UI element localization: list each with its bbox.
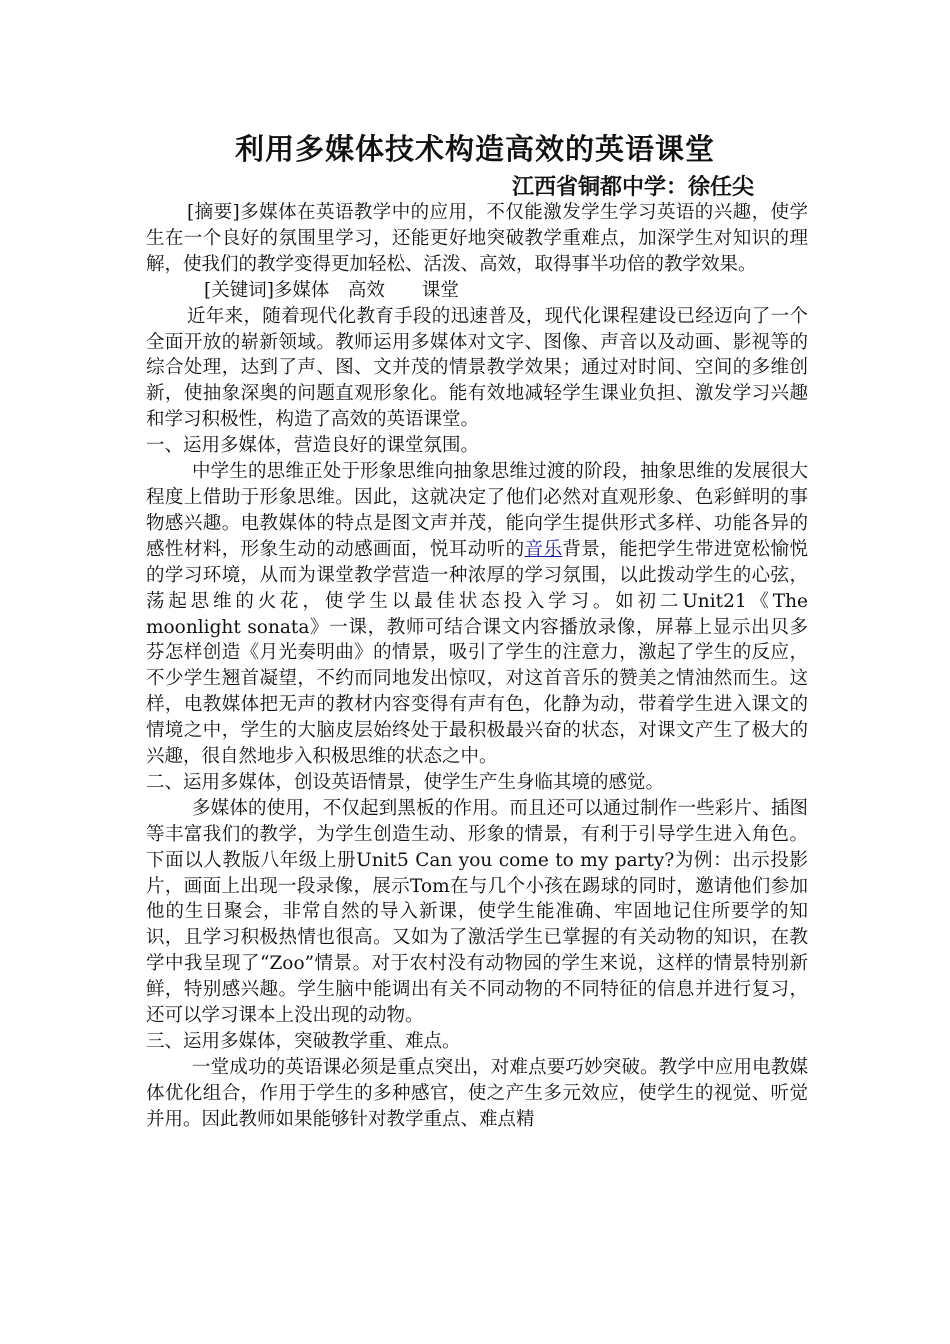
section-3-heading: 三、运用多媒体，突破教学重、难点。	[146, 1031, 461, 1052]
section-1-text-before-link: 中学生的思维正处于形象思维向抽象思维过渡的阶段，抽象思维的发展很大程度上借助于形象思维。因此，这就决定了他们必然对直观形象、色彩鲜明的事物感兴趣。电教媒体的特点是图文声并茂，能向学生提供形式多样、功能各异的感性材料，形象生动的动感画面，悦耳动听的	[146, 461, 808, 560]
abstract-paragraph: [摘要]多媒体在英语教学中的应用，不仅能激发学生学习英语的兴趣，使学生在一个良好的氛围里学习，还能更好地突破教学重难点，加深学生对知识的理解，使我们的教学变得更加轻松、活泼、高效，取得事半功倍的教学效果。	[146, 202, 808, 275]
keywords-line: [关键词]多媒体 高效 课堂	[204, 279, 459, 301]
document-body	[146, 200, 808, 1133]
section-1-text-after-link: 背景，能把学生带进宽松愉悦的学习环境，从而为课堂教学营造一种浓厚的学习氛围，以此拨动学生的心弦，荡起思维的火花，使学生以最佳状态投入学习。如初二Unit21《The moonlight sonata》一课，教师可结合课文内容播放录像，屏幕上显示出贝多芬怎样创造《月光奏明曲》的情景，吸引了学生的注意力，激起了学生的反应，不少学生翘首凝望，不约而同地发出惊叹，对这首音乐的赞美之情油然而生。这样，电教媒体把无声的教材内容变得有声有色，化静为动，带着学生进入课文的情境之中，学生的大脑皮层始终处于最积极最兴奋的状态，对课文产生了极大的兴趣，很自然地步入积极思维的状态之中。	[146, 538, 808, 768]
document-title: 利用多媒体技术构造高效的英语课堂	[234, 132, 715, 166]
intro-paragraph: 近年来，随着现代化教育手段的迅速普及，现代化课程建设已经迈向了一个全面开放的崭新领域。教师运用多媒体对文字、图像、声音以及动画、影视等的综合处理，达到了声、图、文并茂的情景教学效果；通过对时间、空间的多维创新，使抽象深奥的问题直观形象化。能有效地减轻学生课业负担、激发学习兴趣和学习积极性，构造了高效的英语课堂。	[146, 305, 808, 431]
section-1-paragraph	[146, 459, 808, 770]
section-2-heading: 二、运用多媒体，创设英语情景，使学生产生身临其境的感觉。	[146, 771, 665, 793]
author-line: 江西省铜都中学：徐任尖	[512, 175, 755, 200]
section-1-heading: 一、运用多媒体，营造良好的课堂氛围。	[146, 435, 480, 457]
music-link[interactable]: 音乐	[524, 538, 563, 560]
section-3-paragraph: 一堂成功的英语课必须是重点突出，对难点要巧妙突破。教学中应用电教媒体优化组合，作用于学生的多种感官，使之产生多元效应，使学生的视觉、听觉并用。因此教师如果能够针对教学重点、难点精	[146, 1056, 808, 1130]
section-2-paragraph: 多媒体的使用，不仅起到黑板的作用。而且还可以通过制作一些彩片、插图等丰富我们的教学，为学生创造生动、形象的情景，有利于引导学生进入角色。下面以人教版八年级上册Unit5 Can you come to my party?为例：出示投影片，画面上出现一段录像，展示Tom在与几个小孩在踢球的同时，邀请他们参加他的生日聚会，非常自然的导入新课，使学生能准确、牢固地记住所要学的知识，且学习积极热情也很高。又如为了激活学生已掌握的有关动物的知识，在教学中我呈现了“Zoo”情景。对于农村没有动物园的学生来说，这样的情景特别新鲜，特别感兴趣。学生脑中能调出有关不同动物的不同特征的信息并进行复习，还可以学习课本上没出现的动物。	[146, 797, 808, 1027]
